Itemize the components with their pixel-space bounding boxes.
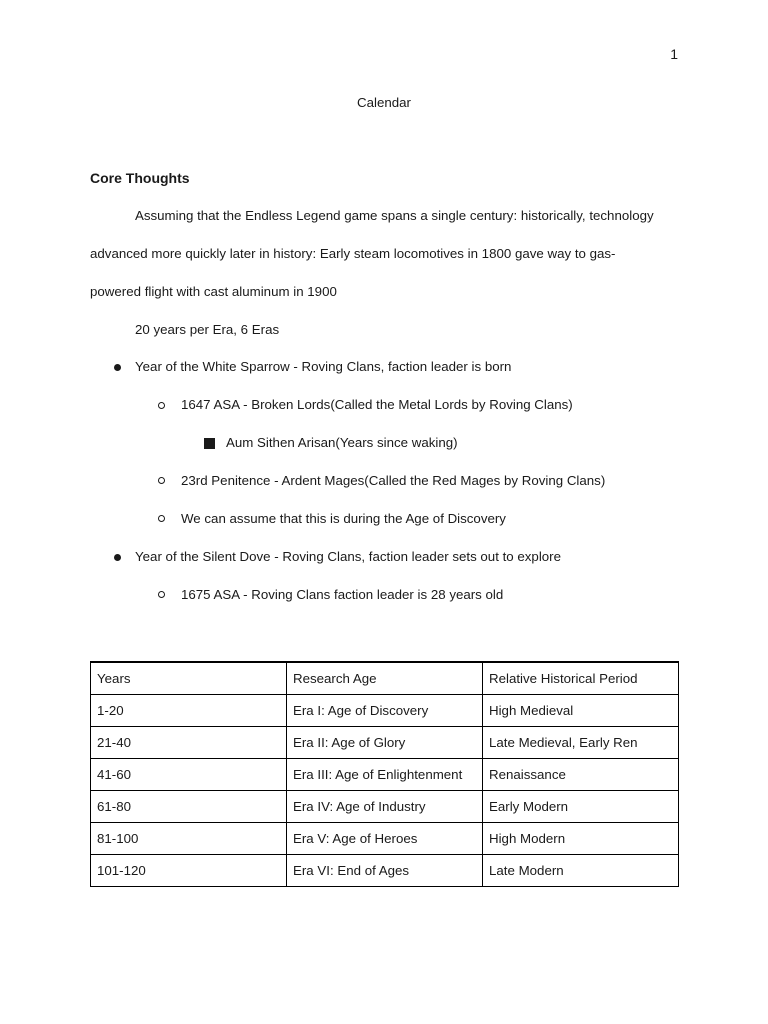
table-cell: High Medieval	[483, 694, 679, 726]
table-cell: 21-40	[91, 726, 287, 758]
bullet-open-circle-icon	[158, 477, 165, 484]
table-cell: Era IV: Age of Industry	[287, 790, 483, 822]
bullet-filled-circle-icon	[114, 554, 121, 561]
table-row	[91, 726, 679, 758]
column-header-historical-period: Relative Historical Period	[483, 662, 679, 694]
table-row	[91, 822, 679, 854]
section-heading: Core Thoughts	[90, 170, 190, 186]
list-item: Year of the Silent Dove - Roving Clans, faction leader sets out to explore	[135, 549, 561, 564]
list-item: 1675 ASA - Roving Clans faction leader is 28 years old	[181, 587, 504, 602]
table-row	[91, 854, 679, 886]
table-cell: Era V: Age of Heroes	[287, 822, 483, 854]
table-cell: 101-120	[91, 854, 287, 886]
bullet-open-circle-icon	[158, 591, 165, 598]
document-title: Calendar	[357, 95, 411, 110]
table-cell: Renaissance	[483, 758, 679, 790]
list-item: Aum Sithen Arisan(Years since waking)	[226, 435, 458, 450]
table-cell: High Modern	[483, 822, 679, 854]
list-item: 23rd Penitence - Ardent Mages(Called the Red Mages by Roving Clans)	[181, 473, 606, 488]
paragraph-line: Assuming that the Endless Legend game spans a single century: historically, technology	[135, 208, 654, 223]
table-row	[91, 758, 679, 790]
table-cell: 41-60	[91, 758, 287, 790]
table-cell: Era II: Age of Glory	[287, 726, 483, 758]
table-header-row	[91, 662, 679, 694]
table-cell: Late Modern	[483, 854, 679, 886]
era-table	[90, 661, 679, 887]
table-cell: Early Modern	[483, 790, 679, 822]
column-header-research-age: Research Age	[287, 662, 483, 694]
table-row	[91, 694, 679, 726]
table-cell: Era VI: End of Ages	[287, 854, 483, 886]
table-cell: Era III: Age of Enlightenment	[287, 758, 483, 790]
bullet-square-icon	[204, 438, 215, 449]
table-cell: Era I: Age of Discovery	[287, 694, 483, 726]
bullet-open-circle-icon	[158, 515, 165, 522]
list-item: We can assume that this is during the Age of Discovery	[181, 511, 506, 526]
table-cell: 61-80	[91, 790, 287, 822]
table-cell: 81-100	[91, 822, 287, 854]
paragraph-line: advanced more quickly later in history: Early steam locomotives in 1800 gave way to gas-	[90, 246, 616, 261]
table-row	[91, 790, 679, 822]
bullet-open-circle-icon	[158, 402, 165, 409]
list-item: Year of the White Sparrow - Roving Clans, faction leader is born	[135, 359, 512, 374]
paragraph-line: powered flight with cast aluminum in 1900	[90, 284, 337, 299]
table-cell: 1-20	[91, 694, 287, 726]
list-item: 1647 ASA - Broken Lords(Called the Metal Lords by Roving Clans)	[181, 397, 573, 412]
bullet-filled-circle-icon	[114, 364, 121, 371]
table-cell: Late Medieval, Early Ren	[483, 726, 679, 758]
era-note: 20 years per Era, 6 Eras	[135, 322, 280, 337]
page-number: 1	[670, 46, 678, 62]
column-header-years: Years	[91, 662, 287, 694]
